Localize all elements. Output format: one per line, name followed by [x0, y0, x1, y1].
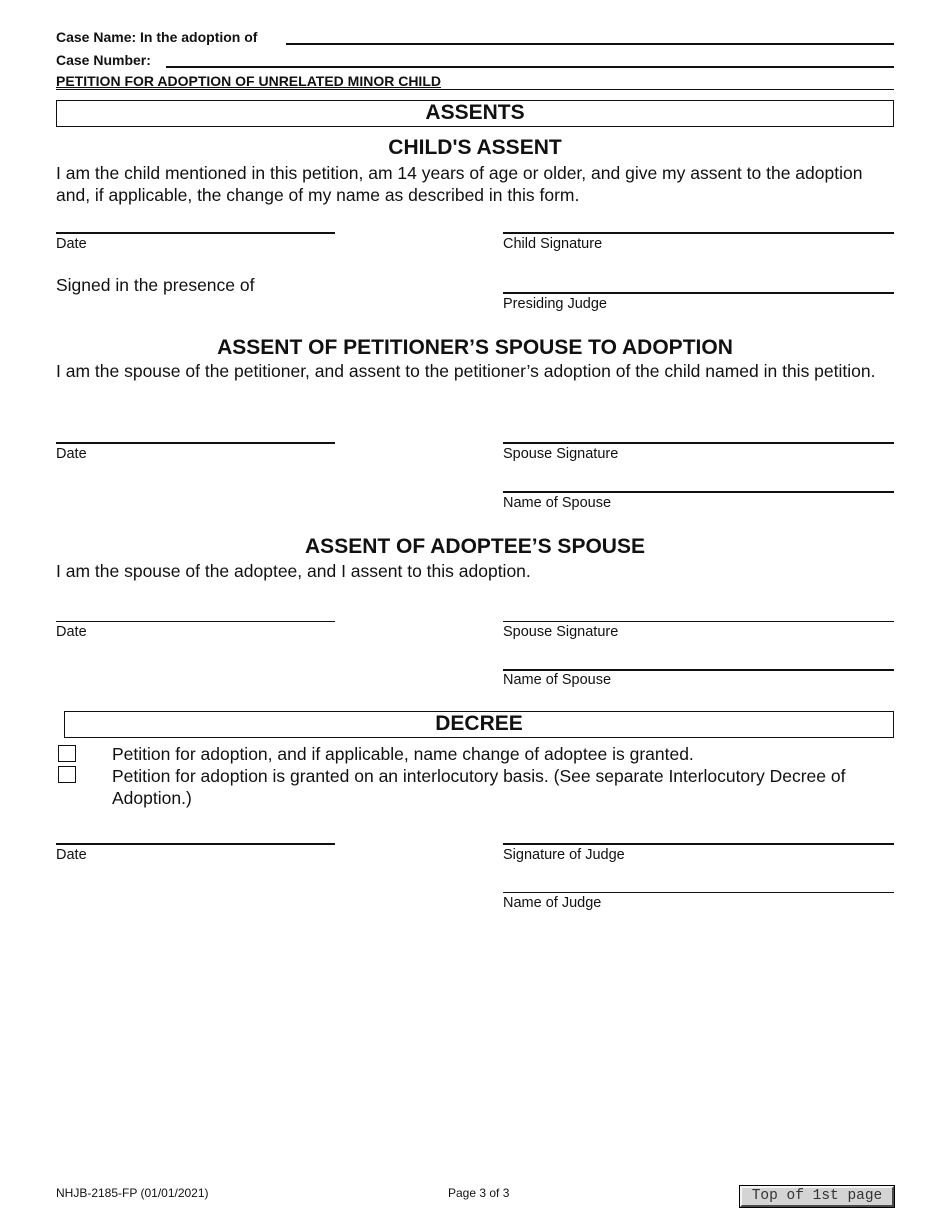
adoptee-spouse-text: I am the spouse of the adoptee, and I assent to this adoption. — [56, 561, 531, 581]
petition-title: PETITION FOR ADOPTION OF UNRELATED MINOR CHILD — [56, 73, 441, 89]
form-id: NHJB-2185-FP (01/01/2021) — [56, 1186, 209, 1200]
child-assent-text: I am the child mentioned in this petition, am 14 years of age or older, and give my assent to the adoption and, if applicable, the change of my name as described in this form. — [56, 163, 863, 205]
petitioner-spouse-date-field[interactable] — [56, 442, 335, 444]
decree-date-field[interactable] — [56, 843, 335, 845]
child-assent-heading: CHILD'S ASSENT — [388, 136, 562, 159]
presiding-judge-field[interactable] — [503, 292, 894, 294]
petitioner-spouse-name-field[interactable] — [503, 491, 894, 493]
signed-presence-text: Signed in the presence of — [56, 275, 255, 295]
decree-option-interlocutory: Petition for adoption is granted on an interlocutory basis. (See separate Interlocutory Decree of Adoption.) — [112, 766, 846, 808]
decree-date-label: Date — [56, 847, 87, 863]
petitioner-spouse-signature-field[interactable] — [503, 442, 894, 444]
decree-title: DECREE — [64, 711, 894, 738]
petitioner-spouse-text: I am the spouse of the petitioner, and assent to the petitioner’s adoption of the child named in this petition. — [56, 361, 876, 381]
case-number-field[interactable] — [166, 66, 894, 68]
case-number-label: Case Number: — [56, 52, 151, 68]
judge-name-label: Name of Judge — [503, 895, 602, 911]
presiding-judge-label: Presiding Judge — [503, 296, 607, 312]
adoptee-spouse-date-label: Date — [56, 624, 87, 640]
case-name-label: Case Name: In the adoption of — [56, 29, 258, 45]
petitioner-spouse-date-label: Date — [56, 446, 87, 462]
petitioner-spouse-signature-label: Spouse Signature — [503, 446, 619, 462]
case-name-field[interactable] — [286, 43, 894, 45]
adoptee-spouse-signature-label: Spouse Signature — [503, 624, 619, 640]
decree-granted-checkbox[interactable] — [58, 745, 76, 762]
petitioner-spouse-name-label: Name of Spouse — [503, 495, 612, 511]
adoptee-spouse-name-field[interactable] — [503, 669, 894, 671]
decree-option-granted: Petition for adoption, and if applicable, name change of adoptee is granted. — [112, 744, 694, 764]
adoptee-spouse-name-label: Name of Spouse — [503, 672, 612, 688]
adoptee-spouse-heading: ASSENT OF ADOPTEE’S SPOUSE — [305, 535, 645, 558]
child-signature-label: Child Signature — [503, 236, 603, 252]
judge-name-field[interactable] — [503, 892, 894, 893]
judge-signature-field[interactable] — [503, 843, 894, 845]
decree-interlocutory-checkbox[interactable] — [58, 766, 76, 783]
adoptee-spouse-date-field[interactable] — [56, 621, 335, 622]
child-date-label: Date — [56, 236, 87, 252]
petitioner-spouse-heading: ASSENT OF PETITIONER’S SPOUSE TO ADOPTION — [217, 336, 733, 359]
header-divider — [56, 89, 894, 90]
adoptee-spouse-signature-field[interactable] — [503, 621, 894, 622]
child-date-field[interactable] — [56, 232, 335, 234]
assents-title: ASSENTS — [56, 100, 894, 127]
judge-signature-label: Signature of Judge — [503, 847, 625, 863]
page-number: Page 3 of 3 — [448, 1186, 510, 1200]
child-signature-field[interactable] — [503, 232, 894, 234]
top-of-first-page-button[interactable]: Top of 1st page — [740, 1186, 894, 1207]
